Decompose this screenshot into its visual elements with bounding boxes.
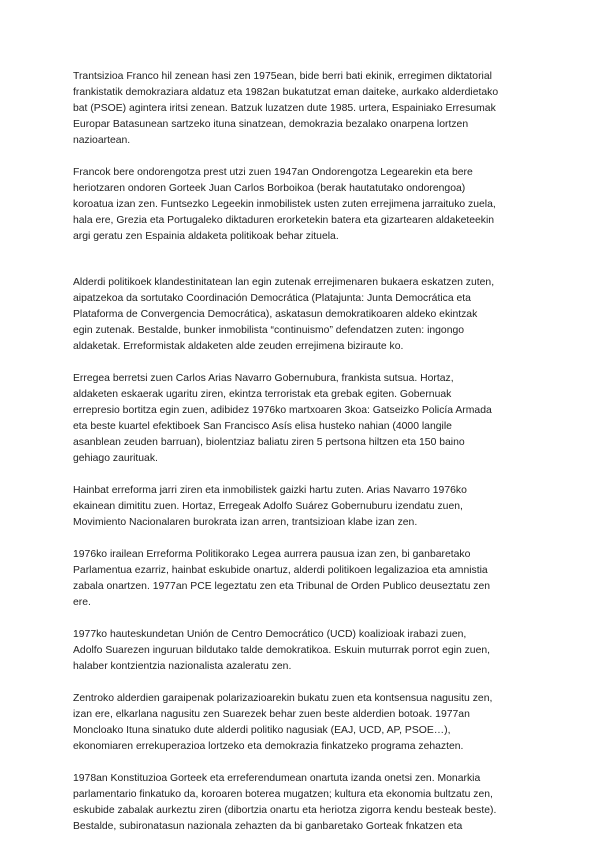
paragraph-reforms-suarez: [73, 483, 533, 531]
text-line: Zentroko alderdien garaipenak polarizazioarekin bukatu zuen eta kontsensua nagusitu zen,: [73, 693, 493, 704]
text-line: Movimiento Nacionalaren burokrata izan arren, trantsizioan klabe izan zen.: [73, 517, 418, 528]
text-line: Plataforma de Convergencia Democrática), askatasun demokratikoaren aldeko ekintzak: [73, 309, 478, 320]
text-line: 1976ko irailean Erreforma Politikorako Legea aurrera pausua izan zen, bi ganbaretako: [73, 549, 471, 560]
text-line: hala ere, Grezia eta Portugaleko diktaduren erorketekin batera eta gizartearen aldaketeekin: [73, 215, 495, 226]
paragraph-transition-start: [73, 69, 533, 149]
text-line: Erregea berretsi zuen Carlos Arias Navarro Gobernubura, frankista sutsua. Hortaz,: [73, 373, 454, 384]
text-line: aldaketak. Erreformistak aldaketen alde zeuden errejimena biziraute ko.: [73, 341, 404, 352]
text-line: Trantsizioa Franco hil zenean hasi zen 1975ean, bide berri bati ekinik, erregimen diktatorial: [73, 71, 492, 82]
text-line: asanblean zeuden barruan), biolentziaz baliatu ziren 5 pertsona hiltzen eta 150 baino: [73, 437, 465, 448]
paragraph-political-parties: [73, 275, 533, 355]
text-line: koroatua izan zen. Funtsezko Legeekin inmobilistek usten zuten errejimena jarraituko zuela,: [73, 199, 496, 210]
text-line: argi geratu zen Espainia aldaketa politikoak behar zituela.: [73, 231, 339, 242]
text-line: Moncloako Ituna sinatuko dute alderdi politiko nagusiak (EAJ, UCD, AP, PSOE…),: [73, 725, 451, 736]
text-line: Alderdi politikoek klandestinitatean lan egin zutenak errejimenaren bukaera eskatzen zuten,: [73, 277, 495, 288]
text-line: errepresio bortitza egin zuen, adibidez 1976ko martxoaren 3koa: Gatseizko Policía Armada: [73, 405, 492, 416]
text-line: egin zutenak. Bestalde, bunker inmobilista “continuismo” defendatzen zuten: ingongo: [73, 325, 465, 336]
text-line: Adolfo Suarezen inguruan bildutako talde demokratikoa. Eskuin muturrak porrot egin zuen,: [73, 645, 491, 656]
paragraph-1978-constitution: [73, 771, 533, 835]
text-line: nazioartean.: [73, 135, 131, 146]
paragraph-arias-navarro: [73, 371, 533, 467]
text-line: gehiago zaurituak.: [73, 453, 158, 464]
text-line: frankistatik demokraziara aldatuz eta 1982an bukatutzat eman daiteke, aurkako alderdietako: [73, 87, 499, 98]
text-line: izan ere, elkarlana nagusitu zen Suarezek behar zuen beste alderdien botoak. 1977an: [73, 709, 470, 720]
text-line: halaber kontzientzia nazionalista azaleratu zen.: [73, 661, 292, 672]
text-line: eskubide zabalak aurkeztu ziren (dibortzia onartu eta heriotza zigorra kendu besteak beste).: [73, 805, 497, 816]
text-line: ekainean dimititu zuen. Hortaz, Erregeak Adolfo Suárez Gobernuburu izendatu zuen,: [73, 501, 463, 512]
text-line: aipatzekoa da sortutako Coordinación Democrática (Platajunta: Junta Democrática eta: [73, 293, 471, 304]
paragraph-1977-elections: [73, 627, 533, 675]
text-line: aldaketen eskaerak ugaritu ziren, ekintza terroristak eta grebak egiten. Gobernuak: [73, 389, 452, 400]
document-body: [73, 69, 533, 851]
text-line: ere.: [73, 597, 91, 608]
text-line: Francok bere ondorengotza prest utzi zuen 1947an Ondorengotza Legearekin eta bere: [73, 167, 473, 178]
text-line: 1977ko hauteskundetan Unión de Centro Democrático (UCD) koalizioak irabazi zuen,: [73, 629, 467, 640]
paragraph-moncloa-pacts: [73, 691, 533, 755]
text-line: eta beste kuartel efektiboek San Francisco Asís elisa husteko nahian (4000 langile: [73, 421, 452, 432]
text-line: bat (PSOE) agintera iritsi zenean. Batzuk luzatzen dute 1985. urtera, Espainiako Erresumak: [73, 103, 496, 114]
text-line: ekonomiaren errekuperazioa lortzeko eta demokrazia finkatzeko programa zehazten.: [73, 741, 464, 752]
text-line: 1978an Konstituzioa Gorteek eta erreferendumean onartuta izanda onetsi zen. Monarkia: [73, 773, 481, 784]
text-line: parlamentario finkatuko da, koroaren boterea mugatzen; kultura eta ekonomia bultzatu zen,: [73, 789, 493, 800]
text-line: Parlamentua ezarriz, hainbat eskubide onartuz, alderdi politikoen legalizazioa eta amnistia: [73, 565, 488, 576]
text-line: Hainbat erreforma jarri ziren eta inmobilistek gaizki hartu zuten. Arias Navarro 1976ko: [73, 485, 467, 496]
text-line: Europar Batasunean sartzeko ituna sinatzean, demokrazia bezalako onarpena lortzen: [73, 119, 469, 130]
text-line: zabala onartzen. 1977an PCE legeztatu zen eta Tribunal de Orden Publico deuseztatu zen: [73, 581, 491, 592]
paragraph-political-reform-law: [73, 547, 533, 611]
paragraph-succession: [73, 165, 533, 245]
text-line: heriotzaren ondoren Gorteek Juan Carlos Borboikoa (berak hautatutako ondorengoa): [73, 183, 466, 194]
text-line: Bestalde, subironatasun nazionala zehazten da bi ganbaretako Gorteak fnkatzen eta: [73, 821, 463, 832]
